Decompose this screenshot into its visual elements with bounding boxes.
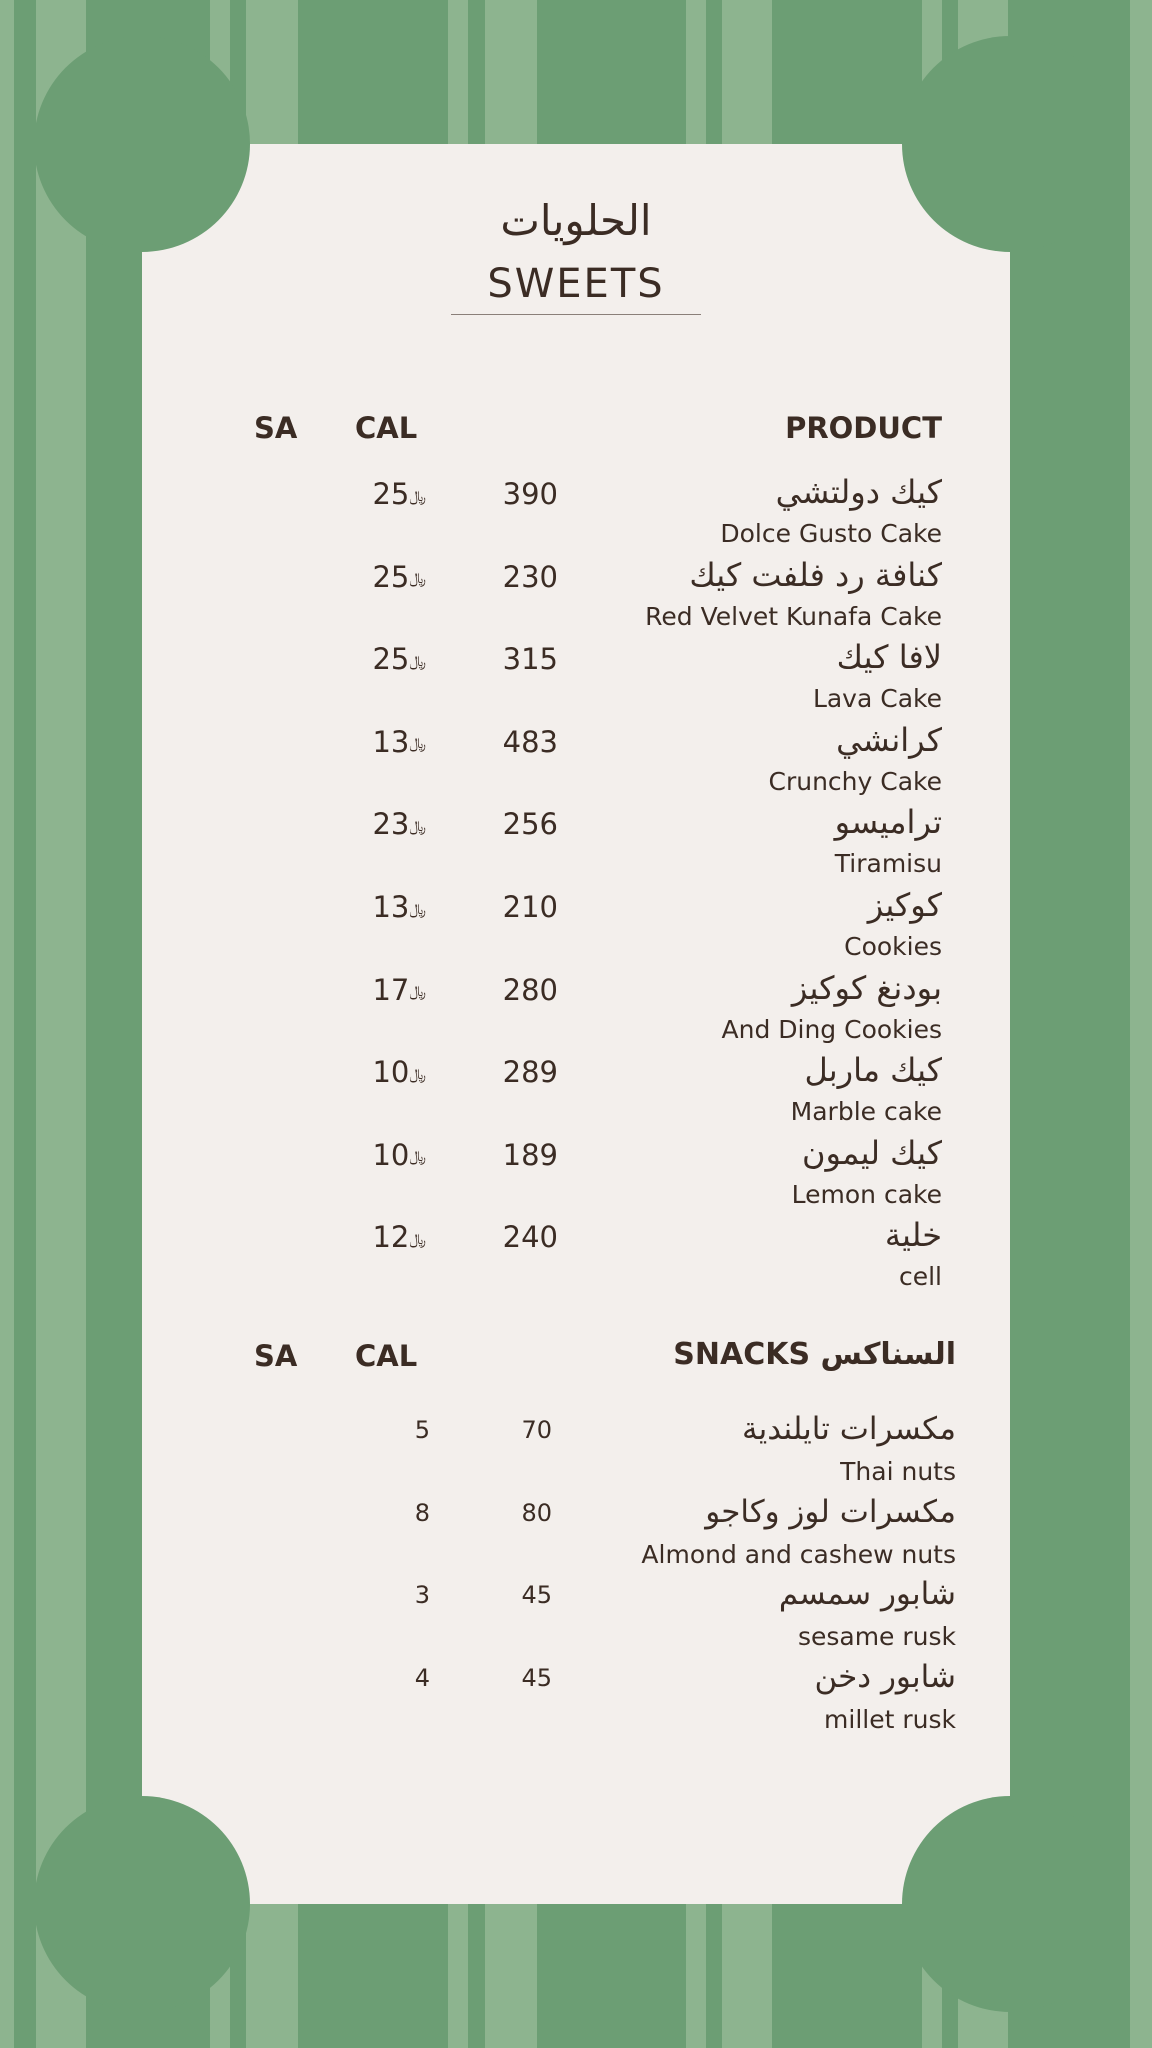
snacks-price-header: SA: [254, 1339, 298, 1373]
background-stripe: [36, 0, 86, 2048]
item-price-value: 17: [372, 972, 410, 1007]
item-price-value: 12: [372, 1220, 410, 1255]
item-name-arabic: شابور دخن: [814, 1658, 956, 1695]
background-stripe: [1130, 0, 1152, 2048]
item-name-arabic: بودنغ كوكيز: [791, 968, 942, 1007]
item-name-english: Dolce Gusto Cake: [720, 519, 942, 548]
item-price-value: 13: [372, 890, 410, 924]
riyal-currency-icon: ﷼: [409, 899, 426, 918]
item-name-arabic: ترامیسو: [834, 803, 942, 842]
menu-item-row: [142, 1493, 1010, 1579]
item-name-arabic: كيك ماربل: [804, 1051, 942, 1090]
item-calories: 390: [502, 477, 558, 511]
item-name-english: Lemon cake: [791, 1179, 942, 1209]
item-name-english: Red Velvet Kunafa Cake: [645, 601, 942, 631]
item-price-value: 10: [372, 1055, 410, 1090]
item-price-value: 8: [414, 1498, 430, 1527]
item-name-arabic: كنافة رد فلفت كيك: [689, 555, 942, 594]
item-price: [372, 1055, 434, 1090]
item-name-english: Almond and cashew nuts: [641, 1539, 956, 1569]
menu-item-row: [142, 638, 1010, 723]
riyal-currency-icon: ﷼: [409, 816, 426, 835]
item-price-value: 23: [372, 807, 410, 842]
item-price: [372, 1220, 434, 1255]
item-calories: 210: [502, 890, 558, 924]
item-price: [372, 724, 434, 759]
sweets-price-header: SA: [254, 411, 298, 445]
item-name-arabic: لافا كيك: [836, 638, 942, 677]
item-name-english: Tiramisu: [834, 849, 942, 879]
item-calories: 256: [502, 807, 558, 842]
menu-card: [142, 144, 1010, 1904]
menu-item-row: [142, 1411, 1010, 1496]
menu-item-row: [142, 886, 1010, 971]
item-calories: 45: [521, 1663, 552, 1692]
item-price: [414, 1498, 430, 1527]
background-stripe: [0, 0, 14, 2048]
card-corner-notch: [34, 1796, 250, 2012]
riyal-currency-icon: ﷼: [409, 651, 426, 670]
item-price-value: 4: [414, 1663, 430, 1692]
item-calories: 230: [502, 559, 558, 594]
riyal-currency-icon: ﷼: [409, 1064, 426, 1083]
item-name-english: Lava Cake: [812, 684, 942, 714]
item-name-arabic: كيك ليمون: [802, 1133, 942, 1172]
item-name-english: millet rusk: [824, 1704, 956, 1734]
item-price: [372, 972, 434, 1007]
item-name-english: sesame rusk: [797, 1622, 956, 1652]
item-price: [372, 807, 434, 842]
item-price-value: 5: [414, 1416, 430, 1444]
item-name-english: Cookies: [844, 932, 942, 961]
menu-item-row: [142, 555, 1010, 641]
menu-item-row: [142, 1051, 1010, 1136]
item-price-value: 13: [372, 724, 410, 759]
item-price: [372, 559, 434, 594]
menu-title-arabic: الحلويات: [500, 196, 652, 245]
menu-title-english: SWEETS: [487, 261, 665, 307]
menu-item-row: [142, 1658, 1010, 1744]
item-calories: 315: [502, 642, 558, 677]
menu-item-row: [142, 473, 1010, 558]
menu-item-row: [142, 720, 1010, 806]
sweets-calories-header: CAL: [355, 411, 418, 445]
item-calories: 280: [502, 972, 558, 1007]
snacks-calories-header: CAL: [355, 1339, 418, 1373]
item-price: [372, 642, 434, 677]
item-name-arabic: كرانشي: [836, 720, 942, 759]
item-name-arabic: شابور سمسم: [778, 1576, 956, 1613]
riyal-currency-icon: ﷼: [409, 734, 426, 753]
item-price-value: 25: [372, 559, 410, 594]
menu-item-row: [142, 1216, 1010, 1301]
item-price-value: 3: [414, 1581, 430, 1610]
item-price: [372, 1137, 434, 1172]
riyal-currency-icon: ﷼: [409, 1229, 426, 1248]
sweets-product-header: PRODUCT: [785, 411, 942, 445]
item-calories: 240: [502, 1220, 558, 1255]
item-price: [414, 1663, 430, 1692]
item-price: [372, 890, 434, 924]
item-price-value: 25: [372, 642, 410, 677]
item-calories: 45: [521, 1581, 552, 1610]
item-calories: 483: [502, 724, 558, 759]
item-name-arabic: خلية: [884, 1216, 942, 1255]
item-name-english: cell: [898, 1262, 942, 1292]
item-name-arabic: كوكيز: [867, 886, 942, 924]
item-calories: 289: [502, 1055, 558, 1090]
item-price-value: 10: [372, 1137, 410, 1172]
menu-item-row: [142, 968, 1010, 1054]
item-calories: 80: [521, 1498, 552, 1527]
riyal-currency-icon: ﷼: [409, 569, 426, 588]
item-price: [415, 1418, 430, 1442]
card-corner-notch: [902, 1796, 1118, 2012]
item-name-arabic: مكسرات تايلندية: [742, 1411, 956, 1447]
item-name-english: Thai nuts: [840, 1457, 956, 1486]
riyal-currency-icon: ﷼: [409, 1147, 426, 1166]
item-calories: 70: [521, 1416, 552, 1444]
item-price: [372, 477, 434, 511]
item-price: [414, 1581, 430, 1610]
menu-item-row: [142, 1576, 1010, 1661]
item-name-english: And Ding Cookies: [721, 1014, 942, 1044]
riyal-currency-icon: ﷼: [409, 486, 426, 505]
item-name-arabic: كيك دولتشي: [775, 473, 942, 511]
item-name-arabic: مكسرات لوز وكاجو: [705, 1493, 956, 1530]
riyal-currency-icon: ﷼: [409, 982, 426, 1001]
item-calories: 189: [502, 1137, 558, 1172]
title-divider: [451, 314, 701, 315]
menu-item-row: [142, 803, 1010, 888]
item-price-value: 25: [372, 477, 410, 511]
menu-item-row: [142, 1133, 1010, 1219]
snacks-section-title: SNACKS السناكس: [673, 1337, 956, 1372]
item-name-english: Marble cake: [790, 1097, 942, 1127]
item-name-english: Crunchy Cake: [768, 766, 942, 796]
